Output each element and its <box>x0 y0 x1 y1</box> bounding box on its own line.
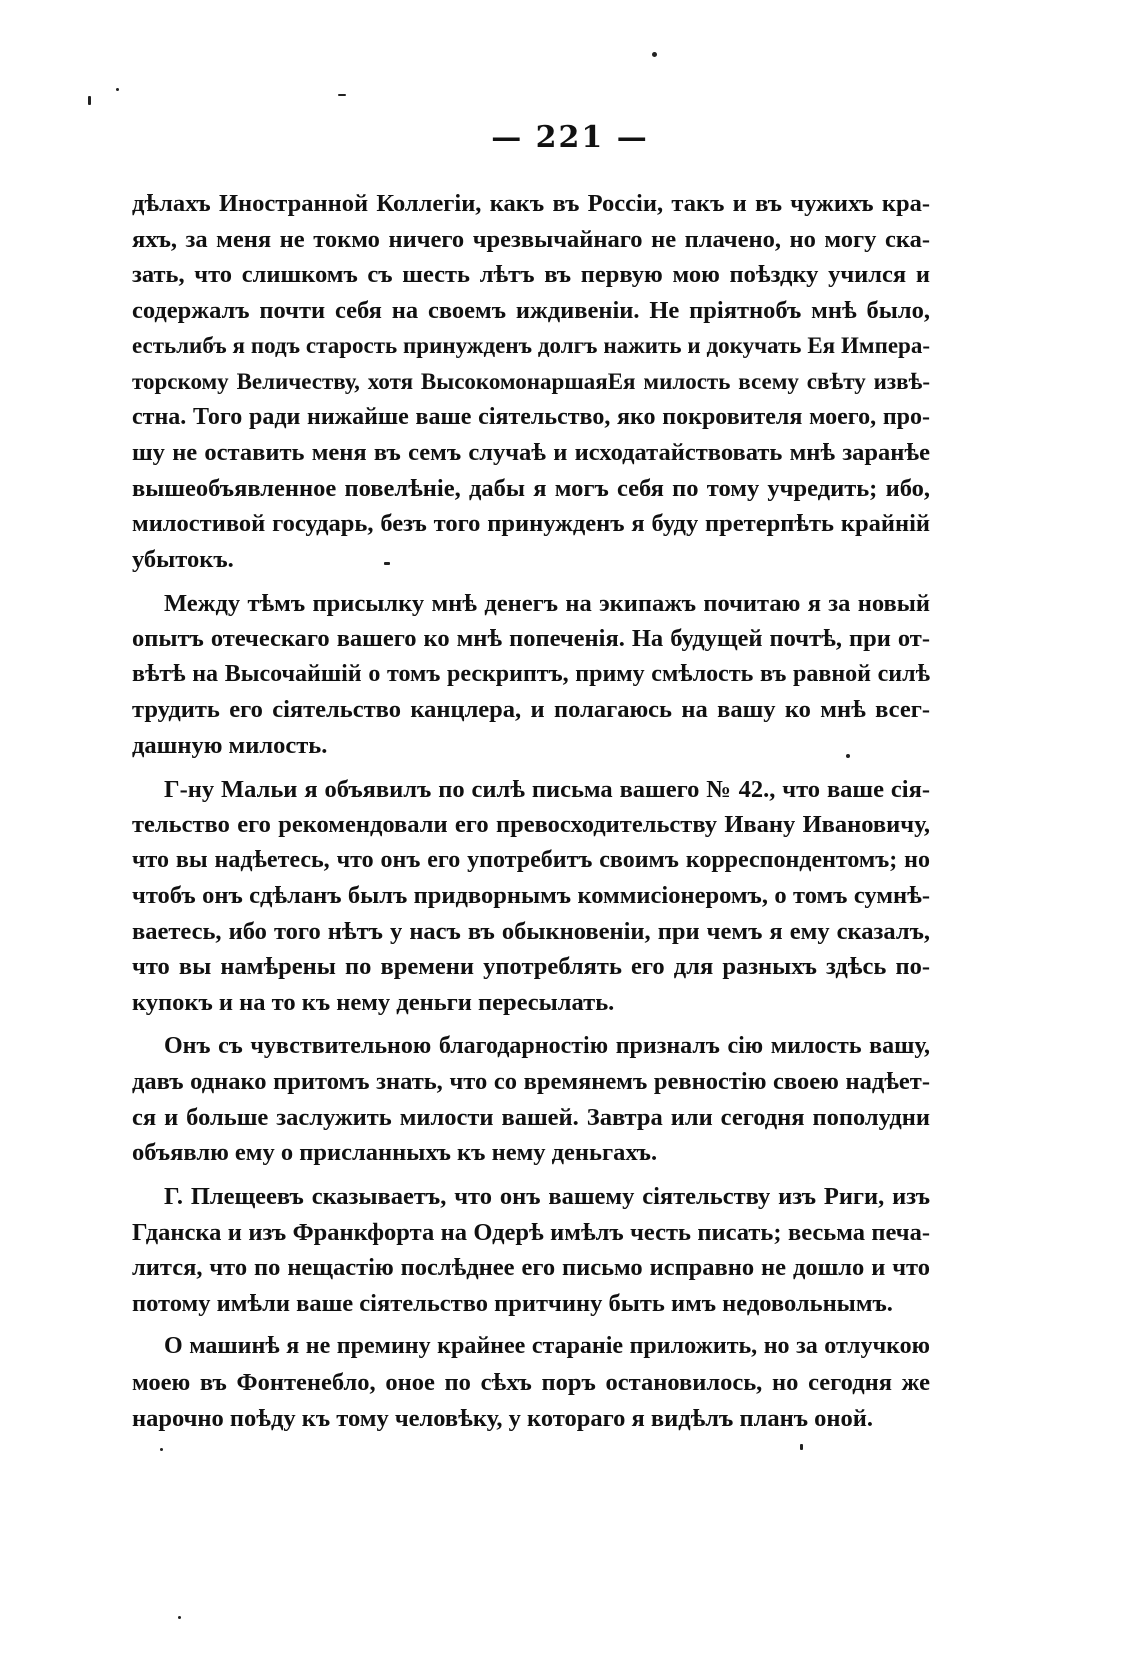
text-line: милостивой государь, безъ того принужденъ я буду претерпѣть крайній <box>132 510 930 538</box>
text-line: торскому Величеству, хотя ВысокомонаршаяЕя милость всему свѣту извѣ- <box>132 368 930 394</box>
text-line: лится, что по нещастію послѣднее его письмо исправно не дошло и что <box>132 1254 930 1282</box>
page-number: — 221 — <box>491 120 649 155</box>
text-line: Онъ съ чувствительною благодарностію призналъ сію милость вашу, <box>164 1032 930 1059</box>
scan-speck <box>846 754 850 758</box>
scan-speck <box>800 1444 803 1450</box>
scan-speck <box>116 88 119 91</box>
text-line: стна. Того ради нижайше ваше сіятельство, яко покровителя моего, про- <box>132 403 930 430</box>
text-line: естьлибъ я подъ старость принужденъ долгъ нажить и докучать Ея Импера- <box>132 333 930 359</box>
text-line: содержалъ почти себя на своемъ иждивеніи. Не пріятнобъ мнѣ было, <box>132 296 930 324</box>
paragraph <box>132 1029 930 1171</box>
scan-speck <box>384 562 390 565</box>
text-line: Г. Плещеевъ сказываетъ, что онъ вашему сіятельству изъ Риги, изъ <box>164 1183 930 1211</box>
text-line: Гданска и изъ Франкфорта на Одерѣ имѣлъ честь писать; весьма печа- <box>132 1218 930 1246</box>
paragraph <box>132 586 930 764</box>
text-line: дашную милость. <box>132 731 328 759</box>
body-text <box>132 186 930 1436</box>
text-line: ся и больше заслужить милости вашей. Завтра или сегодня пополудни <box>132 1103 930 1131</box>
paragraph <box>132 1179 930 1321</box>
text-line: чтобъ онъ сдѣланъ былъ придворнымъ коммисіонеромъ, о томъ сумнѣ- <box>132 882 930 910</box>
text-line: купокъ и на то къ нему деньги пересылать. <box>132 989 615 1017</box>
text-line: объявлю ему о присланныхъ къ нему деньгахъ. <box>132 1139 658 1167</box>
text-line: Между тѣмъ присылку мнѣ денегъ на экипажъ почитаю я за новый <box>164 589 930 617</box>
text-line: потому имѣли ваше сіятельство притчину быть имъ недовольнымъ. <box>132 1289 893 1317</box>
text-line: опытъ отеческаго вашего ко мнѣ попеченія. На будущей почтѣ, при от- <box>132 625 930 653</box>
text-line: дѣлахъ Иностранной Коллегіи, какъ въ Россіи, такъ и въ чужихъ кра- <box>132 190 930 217</box>
paragraph <box>132 772 930 1021</box>
text-line: что вы надѣетесь, что онъ его употребитъ своимъ корреспондентомъ; но <box>132 846 930 873</box>
text-line: что вы намѣрены по времени употреблять его для разныхъ здѣсь по- <box>132 953 930 981</box>
text-line: ваетесь, ибо того нѣтъ у насъ въ обыкновеніи, при чемъ я ему сказалъ, <box>132 917 930 945</box>
text-line: О машинѣ я не премину крайнее стараніе приложить, но за отлучкою <box>164 1333 930 1360</box>
text-line: тельство его рекомендовали его превосходительству Ивану Ивановичу, <box>132 811 930 839</box>
text-line: шу не оставить меня въ семъ случаѣ и исходатайствовать мнѣ заранѣе <box>132 439 930 467</box>
text-line: яхъ, за меня не токмо ничего чрезвычайнаго не плачено, но могу ска- <box>132 225 930 253</box>
text-line: вѣтѣ на Высочайшій о томъ рескриптъ, приму смѣлость въ равной силѣ <box>132 660 930 687</box>
text-line: Г-ну Мальи я объявилъ по силѣ письма вашего № 42., что ваше сія- <box>164 775 930 803</box>
scan-speck <box>652 52 657 57</box>
text-line: трудить его сіятельство канцлера, и полагаюсь на вашу ко мнѣ всег- <box>132 696 930 724</box>
text-line: вышеобъявленное повелѣніе, дабы я могъ себя по тому учредить; ибо, <box>132 474 930 502</box>
scan-speck <box>160 1448 163 1451</box>
text-line: зать, что слишкомъ съ шесть лѣтъ въ первую мою поѣздку учился и <box>132 261 930 289</box>
text-line: нарочно поѣду къ тому человѣку, у котораго я видѣлъ планъ оной. <box>132 1404 873 1432</box>
scan-speck <box>88 96 91 105</box>
paragraph <box>132 186 930 578</box>
scan-speck <box>178 1616 181 1619</box>
text-line: убытокъ. <box>132 545 234 573</box>
paragraph <box>132 1329 930 1436</box>
text-line: моею въ Фонтенебло, оное по сѣхъ поръ остановилось, но сегодня же <box>132 1369 930 1396</box>
text-line: давъ однако притомъ знать, что со времянемъ ревностію своею надѣет- <box>132 1068 930 1096</box>
scan-speck <box>338 94 346 96</box>
